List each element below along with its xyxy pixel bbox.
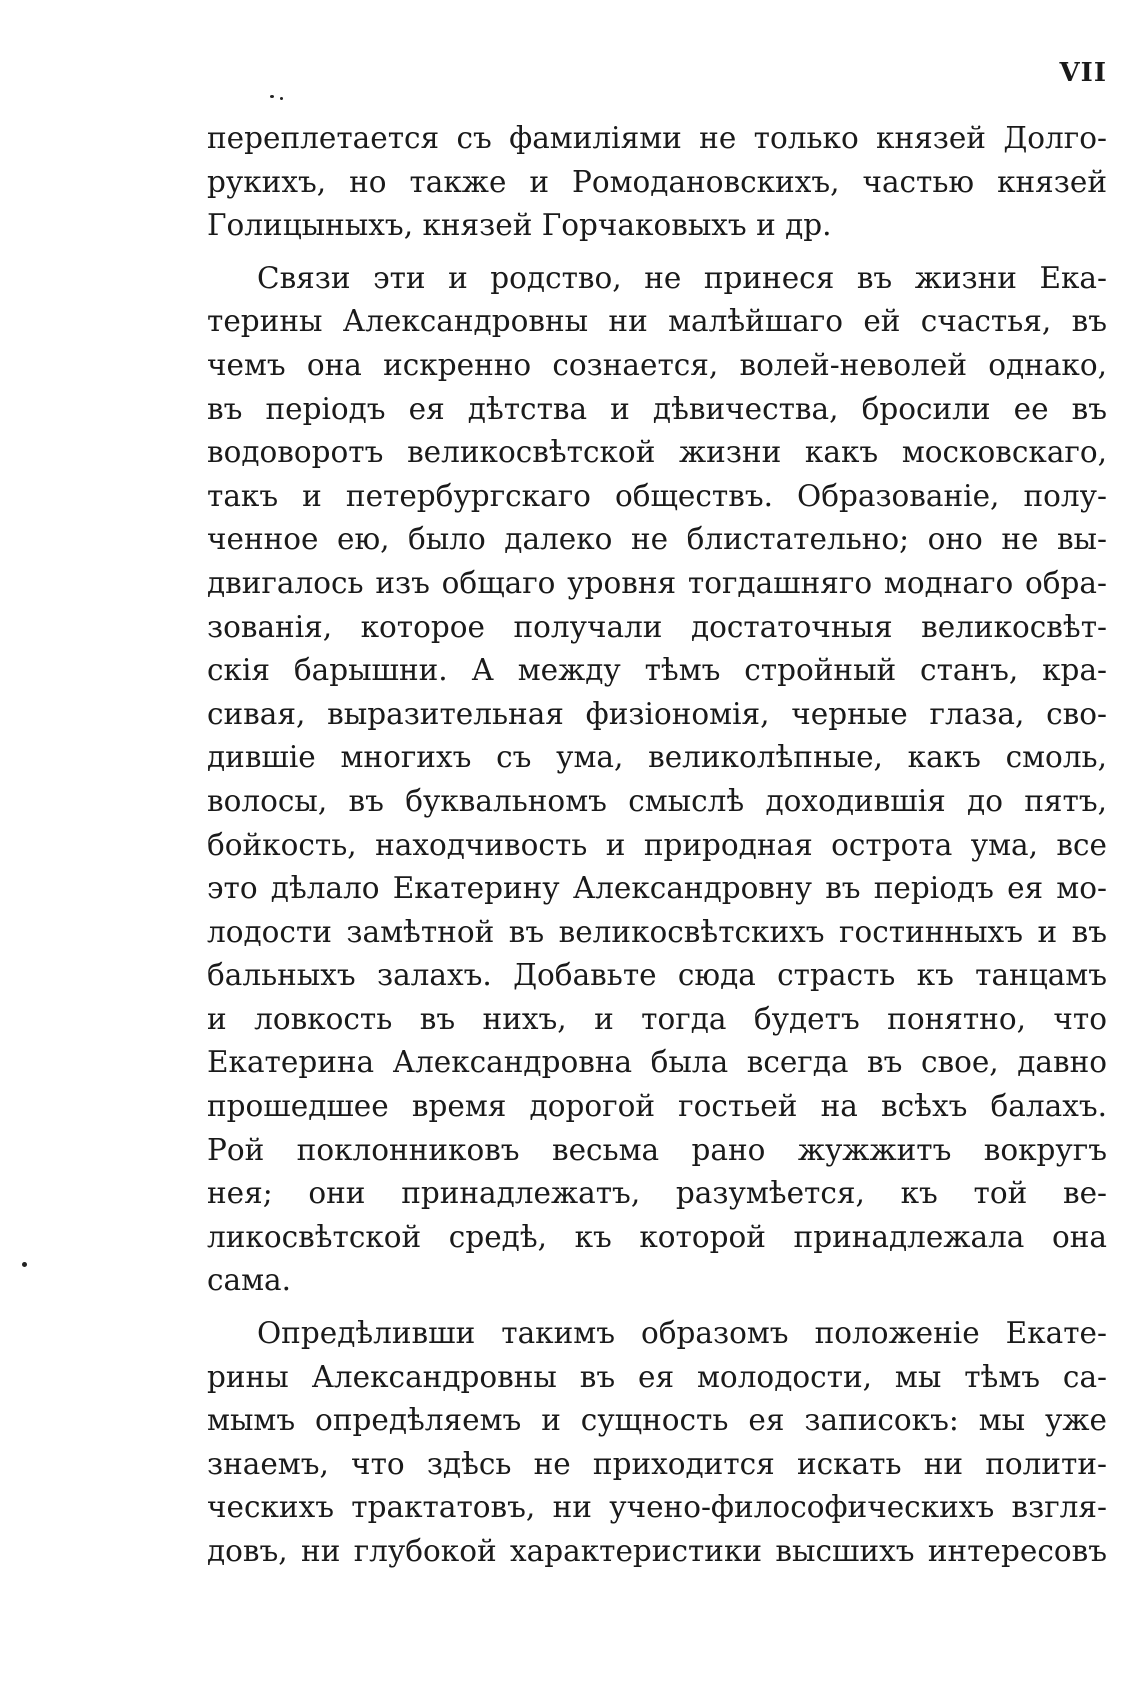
text-line: двигалось изъ общаго уровня тогдашняго моднаго обра- <box>207 565 1107 600</box>
text-line: Голицыныхъ, князей Горчаковыхъ и др. <box>207 208 832 243</box>
text-line: сама. <box>207 1263 292 1298</box>
text-line: ческихъ трактатовъ, ни учено-философическихъ взгля- <box>207 1490 1107 1525</box>
text-line: Опредѣливши такимъ образомъ положеніе Екате- <box>257 1316 1107 1351</box>
text-line: рукихъ, но также и Ромодановскихъ, частью князей <box>207 164 1107 199</box>
text-line: такъ и петербургскаго обществъ. Образованіе, полу- <box>207 478 1107 513</box>
text-line: ликосвѣтской средѣ, къ которой принадлежала она <box>207 1219 1107 1254</box>
text-line: сивая, выразительная физіономія, черные глаза, сво- <box>207 696 1107 731</box>
text-line: рины Александровны въ ея молодости, мы тѣмъ са- <box>207 1359 1107 1394</box>
text-line: мымъ опредѣляемъ и сущность ея записокъ: мы уже <box>207 1403 1107 1438</box>
text-line: Связи эти и родство, не принеся въ жизни Ека- <box>257 260 1107 295</box>
text-line: волосы, въ буквальномъ смыслѣ доходившія до пятъ, <box>207 783 1107 818</box>
text-line: терины Александровны ни малѣйшаго ей счастья, въ <box>207 304 1107 339</box>
paragraph-3 <box>207 1312 1107 1574</box>
text-line: нея; они принадлежатъ, разумѣется, къ той ве- <box>207 1176 1107 1211</box>
text-line: знаемъ, что здѣсь не приходится искать ни полити- <box>207 1446 1107 1481</box>
text-line: Рой поклонниковъ весьма рано жужжитъ вокругъ <box>207 1132 1107 1167</box>
text-line: переплетается съ фамиліями не только князей Долго- <box>207 121 1107 155</box>
text-line: это дѣлало Екатерину Александровну въ періодъ ея мо- <box>207 871 1107 906</box>
text-line: ченное ею, было далеко не блистательно; оно не вы- <box>207 522 1107 557</box>
print-speck <box>280 97 283 100</box>
text-line: въ періодъ ея дѣтства и дѣвичества, бросили ее въ <box>207 391 1107 426</box>
text-line: и ловкость въ нихъ, и тогда будетъ понятно, что <box>207 1001 1107 1036</box>
text-line: прошедшее время дорогой гостьей на всѣхъ балахъ. <box>207 1089 1107 1124</box>
print-speck <box>270 95 274 98</box>
text-line: чемъ она искренно сознается, волей-неволей однако, <box>207 347 1107 382</box>
paragraph-2 <box>207 257 1107 1303</box>
text-line: лодости замѣтной въ великосвѣтскихъ гостинныхъ и въ <box>207 914 1107 949</box>
text-line: водоворотъ великосвѣтской жизни какъ московскаго, <box>207 435 1107 470</box>
text-line: Екатерина Александровна была всегда въ свое, давно <box>207 1045 1107 1080</box>
text-line: скія барышни. А между тѣмъ стройный станъ, кра- <box>207 653 1107 688</box>
text-line: зованія, которое получали достаточныя великосвѣт- <box>207 609 1107 644</box>
document-body <box>207 117 1107 1574</box>
print-speck <box>22 1262 27 1267</box>
page-number: VII <box>1059 58 1107 88</box>
text-line: дившіе многихъ съ ума, великолѣпные, какъ смоль, <box>207 740 1107 775</box>
text-line: довъ, ни глубокой характеристики высшихъ интересовъ <box>207 1534 1107 1568</box>
text-line: бальныхъ залахъ. Добавьте сюда страсть къ танцамъ <box>207 958 1107 993</box>
paragraph-1 <box>207 117 1107 248</box>
text-line: бойкость, находчивость и природная острота ума, все <box>207 827 1107 862</box>
